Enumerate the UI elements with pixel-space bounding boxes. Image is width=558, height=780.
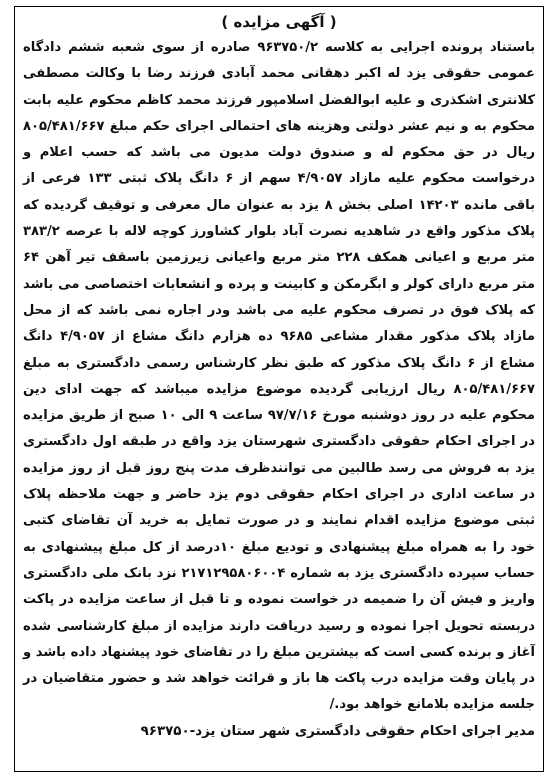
auction-notice	[14, 6, 544, 772]
notice-signature: مدیر اجرای احکام حقوقی دادگستری شهر ستان یزد-۹۶۳۷۵۰	[140, 723, 535, 739]
notice-body: باستناد پرونده اجرایی به کلاسه ۹۶۳۷۵۰/۲ صادره از سوی شعبه ششم دادگاه عمومی حقوقی یزد له اکبر دهقانی محمد آبادی فرزند رضا با وکالت مصطفی کلانتری اشکذری و علیه ابوالفضل اسلامپور فرزند محمد کاظم محکوم علیه بابت محکوم به و نیم عشر دولتی وهزینه های احتمالی اجرای حکم مبلغ ۸۰۵/۴۸۱/۶۶۷ ریال در حق محکوم له و صندوق دولت مدیون می باشد که حسب اعلام و درخواست محکوم علیه مازاد ۴/۹۰۵۷ سهم از ۶ دانگ پلاک ثبتی ۱۳۳ فرعی از باقی مانده ۱۴۲۰۳ اصلی بخش ۸ یزد به عنوان مال معرفی و توقیف گردیده که پلاک مذکور واقع در شاهدیه نصرت آباد بلوار کشاورز کوچه لاله با عرصه ۳۸۳/۲ متر مربع و اعیانی همکف ۲۲۸ متر مربع واعیانی زیرزمین باسقف تیر آهن ۶۴ متر مربع دارای کولر و ابگرمکن و کابینت و پرده و انشعابات اختصاصی می باشد که پلاک فوق در تصرف محکوم علیه می باشد ودر اجاره نمی باشد که از محل مازاد پلاک مذکور مقدار مشاعی ۹۶۸۵ ده هزارم دانگ مشاع از ۴/۹۰۵۷ دانگ مشاع از ۶ دانگ پلاک مذکور که طبق نظر کارشناس رسمی دادگستری به مبلغ ۸۰۵/۴۸۱/۶۶۷ ریال ارزیابی گردیده موضوع مزایده میباشد که جهت ادای دین محکوم علیه در روز دوشنبه مورخ ۹۷/۷/۱۶ ساعت ۹ الی ۱۰ صبح از طریق مزایده در اجرای احکام حقوقی دادگستری شهرستان یزد واقع در طبقه اول دادگستری یزد به فروش می رسد طالبین می توانندظرف مدت پنج روز قبل از روز مزایده در ساعت اداری در اجرای احکام حقوقی دوم یزد حاضر و جهت ملاحظه پلاک ثبتی موضوع مزایده اقدام نمایند و در صورت تمایل به خرید آن تقاضای کتبی خود را به همراه مبلغ پیشنهادی و تودیع مبلغ ۱۰درصد از کل مبلغ پیشنهادی به حساب سپرده دادگستری یزد به شماره ۲۱۷۱۲۹۵۸۰۶۰۰۴ نزد بانک ملی دادگستری واریز و فیش آن را ضمیمه در خواست نموده و تا قبل از ساعت مزایده در پاکت دربسته تحویل اجرا نموده و رسید دریافت دارند مزایده از مبلغ کارشناسی شده آغاز و برنده کسی است که بیشترین مبلغ را در تقاضای خود پیشنهاد داده باشد و در پایان وقت مزایده درب پاکت ها باز و قرائت خواهد شد و حضور متقاضیان در جلسه مزایده بلامانع خواهد بود./	[23, 40, 536, 713]
notice-title: ( آگهی مزایده )	[221, 13, 337, 31]
